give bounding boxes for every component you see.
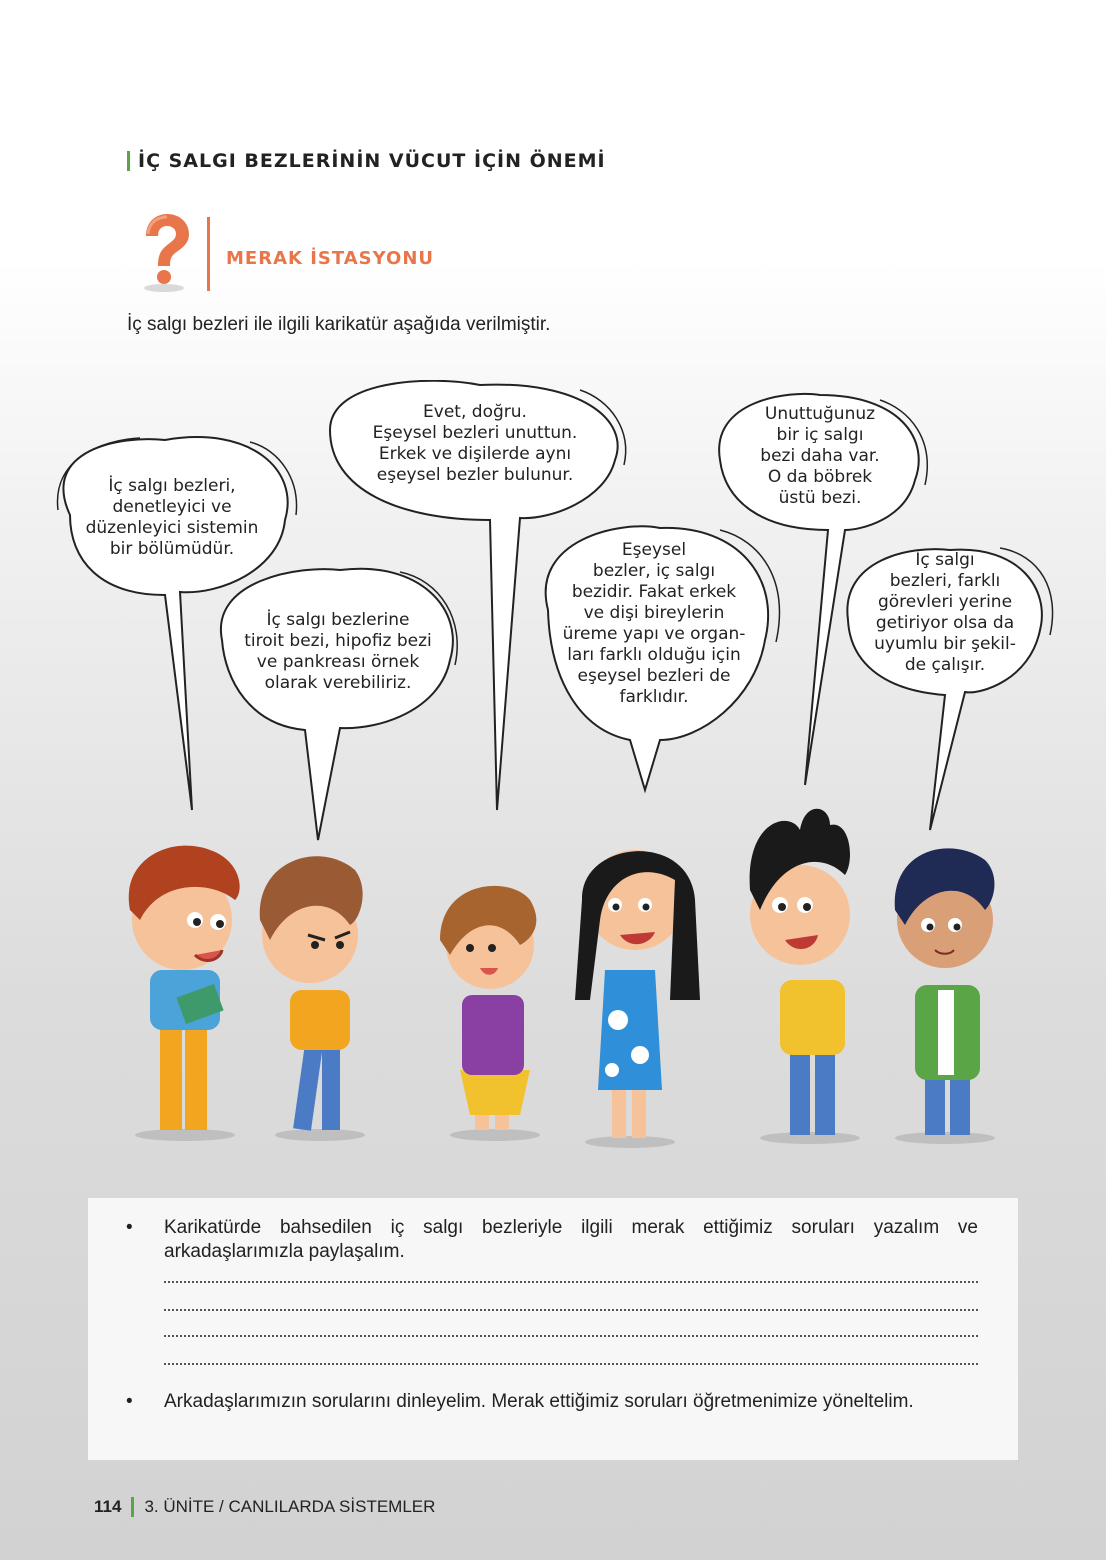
section-title-text: İÇ SALGI BEZLERİNİN VÜCUT İÇİN ÖNEMİ bbox=[138, 150, 606, 172]
character-2 bbox=[260, 856, 365, 1141]
answer-line-4[interactable] bbox=[164, 1362, 978, 1365]
question-item-1 bbox=[126, 1216, 978, 1264]
character-4 bbox=[575, 850, 700, 1148]
question-box bbox=[88, 1198, 1018, 1460]
bubble-1-text: İç salgı bezleri, denetleyici ve düzenleyici sistemin bir bölümüdür. bbox=[85, 476, 259, 559]
intro-text: İç salgı bezleri ile ilgili karikatür aşağıda verilmiştir. bbox=[127, 314, 551, 335]
character-3 bbox=[440, 886, 540, 1141]
question-text-1: Karikatürde bahsedilen iç salgı bezleriyle ilgili merak ettiğimiz soruları yazalım ve arkadaşlarımızla paylaşalım. bbox=[164, 1217, 978, 1262]
section-title bbox=[127, 150, 606, 172]
merak-divider bbox=[207, 217, 210, 291]
answer-line-3[interactable] bbox=[164, 1334, 978, 1337]
footer-bar bbox=[131, 1497, 134, 1517]
bubble-5-text: Unuttuğunuz bir iç salgı bezi daha var. O da böbrek üstü bezi. bbox=[760, 404, 880, 508]
page-footer bbox=[94, 1497, 435, 1517]
character-6 bbox=[895, 848, 995, 1144]
bubble-3-text: Evet, doğru. Eşeysel bezleri unuttun. Erkek ve dişilerde aynı eşeysel bezler bulunur. bbox=[372, 402, 578, 485]
bubble-4-text: Eşeysel bezler, iç salgı bezidir. Fakat erkek ve dişi bireylerin üreme yapı ve organ- ları farklı olduğu için eşeysel bezleri de farklıdır. bbox=[562, 540, 746, 707]
title-bar bbox=[127, 151, 130, 171]
answer-line-2[interactable] bbox=[164, 1308, 978, 1311]
page-number: 114 bbox=[94, 1497, 122, 1516]
bubble-2-text: İç salgı bezlerine tiroit bezi, hipofiz bezi ve pankreası örnek olarak verebiliriz. bbox=[244, 610, 432, 693]
bullet: • bbox=[126, 1391, 133, 1412]
question-item-2 bbox=[126, 1390, 978, 1414]
character-1 bbox=[129, 846, 240, 1141]
cartoon-scene bbox=[0, 380, 1106, 1150]
bubble-6-text: İç salgı bezleri, farklı görevleri yerine getiriyor olsa da uyumlu bir şekil- de çalışır. bbox=[874, 550, 1016, 675]
character-5 bbox=[750, 809, 860, 1144]
question-text-2: Arkadaşlarımızın sorularını dinleyelim. Merak ettiğimiz soruları öğretmenimize yöneltelim. bbox=[164, 1391, 914, 1412]
unit-title: 3. ÜNİTE / CANLILARDA SİSTEMLER bbox=[144, 1497, 436, 1516]
question-mark-icon bbox=[136, 212, 196, 294]
merak-title: MERAK İSTASYONU bbox=[226, 248, 435, 269]
bullet: • bbox=[126, 1217, 133, 1238]
answer-line-1[interactable] bbox=[164, 1280, 978, 1283]
